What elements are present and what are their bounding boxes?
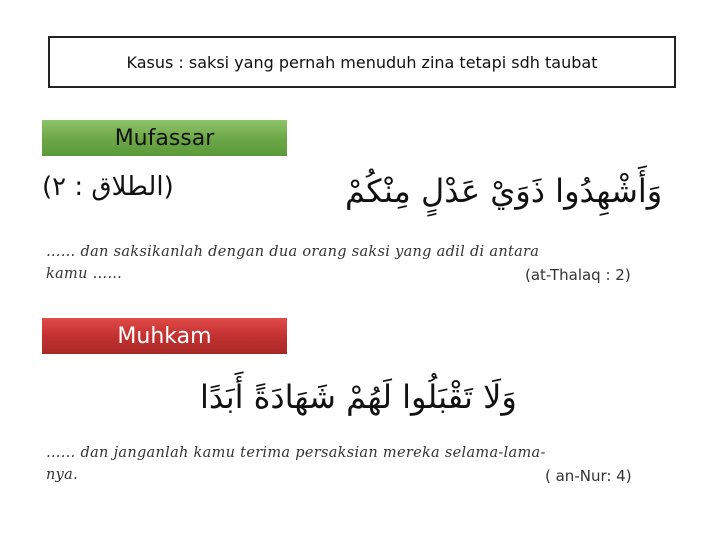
mufassar-label-text: Mufassar	[114, 125, 215, 151]
case-title: Kasus : saksi yang pernah menuduh zina tetapi sdh taubat	[126, 52, 598, 72]
muhkam-label-text: Muhkam	[117, 323, 212, 349]
nur-arabic-verse: وَلَا تَقْبَلُوا لَهُمْ شَهَادَةً أَبَدًا	[200, 378, 517, 416]
thalaq-arabic-verse: وَأَشْهِدُوا ذَوَيْ عَدْلٍ مِنْكُمْ	[345, 172, 663, 210]
thalaq-translation-line2: kamu ……	[46, 266, 123, 282]
nur-translation-line1: …… dan janganlah kamu terima persaksian mereka selama-lama-	[46, 445, 546, 461]
muhkam-label	[42, 318, 287, 354]
nur-translation-line2: nya.	[46, 467, 78, 483]
thalaq-arabic-reference: (الطلاق : ٢)	[42, 172, 174, 202]
case-title-box	[48, 36, 676, 88]
thalaq-reference: (at-Thalaq : 2)	[525, 266, 631, 284]
mufassar-label	[42, 120, 287, 156]
thalaq-translation-line1: …… dan saksikanlah dengan dua orang saksi yang adil di antara	[46, 244, 540, 260]
nur-reference: ( an-Nur: 4)	[545, 467, 632, 485]
